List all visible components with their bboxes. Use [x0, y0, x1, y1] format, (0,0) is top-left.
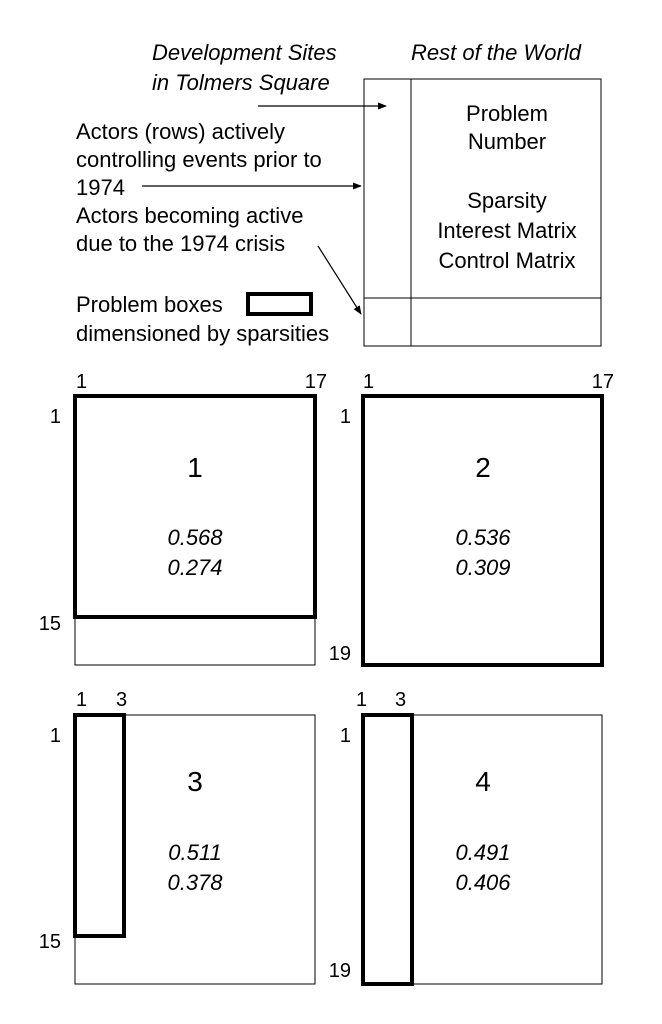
legend: [76, 40, 601, 346]
actors-label-line1: Actors (rows) actively: [76, 119, 286, 144]
problem-boxes-label-line1: Problem boxes: [76, 292, 223, 317]
problem-3-col-end: 3: [116, 689, 128, 711]
problem-1-row-end: 15: [38, 613, 61, 635]
box-control: Control Matrix: [438, 248, 576, 273]
problem-boxes-label-line2: dimensioned by sparsities: [76, 321, 330, 346]
box-interest: Interest Matrix: [437, 218, 577, 243]
problem-panel-1: [39, 371, 327, 665]
problem-4-row-start: 1: [339, 725, 351, 747]
problem-2-row-end: 19: [328, 643, 351, 665]
problem-4-col-end: 3: [395, 689, 407, 711]
problem-2-row-start: 1: [339, 406, 351, 428]
problem-1-row-start: 1: [49, 406, 61, 428]
problem-1-number: 1: [187, 452, 203, 483]
box-problem-line2: Number: [467, 129, 547, 154]
problem-3-number: 3: [187, 766, 203, 797]
problem-4-box: [363, 715, 412, 984]
problem-3-row-start: 1: [49, 725, 61, 747]
becoming-label-line1: Actors becoming active: [76, 203, 304, 228]
dev-sites-label-line1: Development Sites: [152, 40, 337, 65]
problem-1-control: 0.274: [167, 555, 223, 580]
becoming-arrow: [318, 246, 361, 314]
actors-label-line3: 1974: [76, 175, 125, 200]
problem-4-row-end: 19: [328, 960, 351, 982]
problem-1-col-start: 1: [76, 371, 88, 393]
problem-2-interest: 0.536: [455, 525, 511, 550]
problem-3-interest: 0.511: [168, 840, 222, 865]
problem-3-row-end: 15: [38, 931, 61, 953]
problem-4-interest: 0.491: [455, 840, 511, 865]
problem-4-number: 4: [475, 766, 491, 797]
problem-panel-4: [329, 689, 602, 984]
problem-panel-2: [329, 371, 614, 665]
problem-2-col-start: 1: [363, 371, 375, 393]
dev-sites-label-line2: in Tolmers Square: [152, 70, 330, 95]
problem-1-col-end: 17: [304, 371, 327, 393]
problem-panel-3: [39, 689, 315, 984]
problem-3-col-start: 1: [76, 689, 88, 711]
problem-2-col-end: 17: [591, 371, 614, 393]
problem-4-col-start: 1: [356, 689, 368, 711]
problem-3-control: 0.378: [167, 870, 223, 895]
box-problem-line1: Problem: [466, 101, 548, 126]
problem-1-interest: 0.568: [167, 525, 223, 550]
problem-box-sample: [248, 294, 311, 314]
rest-of-world-label: Rest of the World: [411, 40, 581, 65]
problem-2-number: 2: [475, 452, 491, 483]
becoming-label-line2: due to the 1974 crisis: [76, 231, 286, 256]
problem-1-box: [75, 396, 315, 617]
problem-2-control: 0.309: [455, 555, 511, 580]
problem-4-control: 0.406: [455, 870, 511, 895]
actors-label-line2: controlling events prior to: [76, 147, 322, 172]
problem-3-box: [75, 715, 124, 936]
box-sparsity: Sparsity: [467, 188, 547, 213]
